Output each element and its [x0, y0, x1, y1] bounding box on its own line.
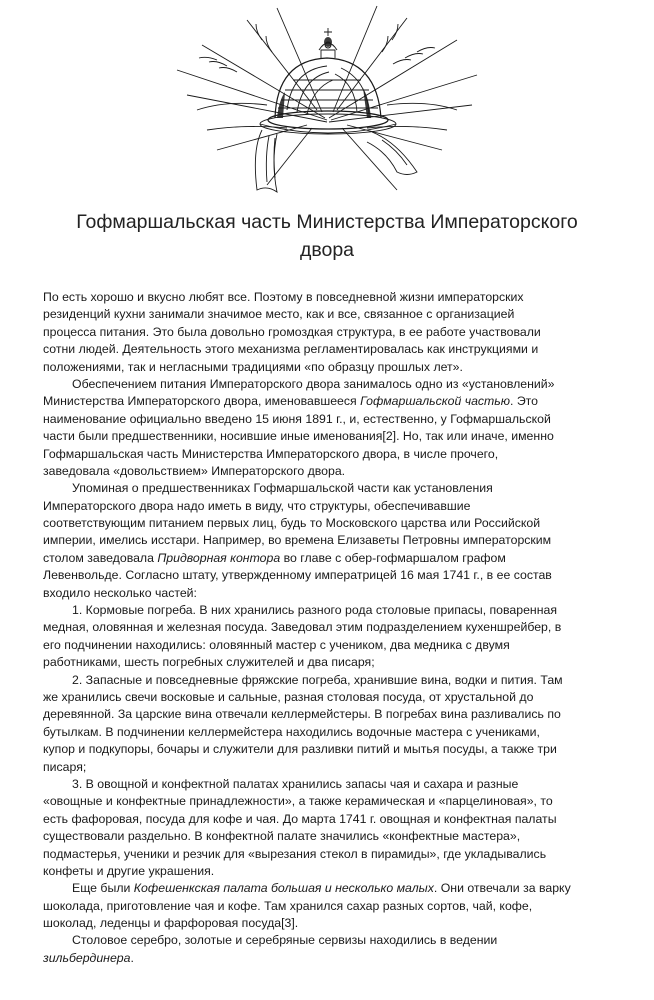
text-line: Столовое серебро, золотые и серебряные сервизы находились в ведении — [72, 933, 498, 948]
text-line: есть фафоровая, посуда для кофе и чая. До марта 1741 г. овощная и конфектная палаты — [43, 811, 557, 826]
text-line: шоколад, леденцы и фарфоровая посуда[3]. — [43, 916, 299, 931]
list-item-1 — [43, 602, 621, 672]
text-line: «овощные и конфектные принадлежности», а также керамическая и «парцелиновая», то — [43, 794, 553, 809]
text-line: его подчинении находились: оловянный мастер с учеником, два медника с двумя — [43, 637, 510, 652]
italic-term: зильбердинера — [43, 950, 131, 965]
text-line: Обеспечением питания Императорского двора занималось одно из «установлений» — [72, 376, 555, 391]
title-line-1: Гофмаршальская часть Министерства Императорского — [76, 211, 578, 233]
paragraph-hofmarshal — [43, 376, 621, 480]
article-body — [43, 289, 621, 967]
text-line: Гофмаршальская часть Министерства Императорского двора, в числе прочего, — [43, 446, 499, 461]
text-line: положениями, так и негласными традициями «по образцу прошлых лет». — [43, 359, 463, 374]
title-line-2: двора — [299, 239, 355, 261]
text-line: Министерства Императорского двора, именовавшееся Гофмаршальской частью. Это — [43, 394, 539, 409]
text-line: соответствующим питанием первых лиц, будь то Московского царства или Российской — [43, 516, 541, 531]
text-line: сотни людей. Деятельность этого механизма регламентировалась как инструкциями и — [43, 342, 539, 357]
text-line: Левенвольде. Согласно штату, утвержденному императрицей 16 мая 1741 г., в ее состав — [43, 568, 552, 583]
text-line: входило несколько частей: — [43, 585, 197, 600]
italic-term: Кофешенкская палата большая и несколько малых — [133, 881, 434, 896]
text-line: конфеты и другие украшения. — [43, 863, 215, 878]
text-line: процесса питания. Это была довольно громоздкая структура, в ее работе участвовали — [43, 324, 541, 339]
text-line: империи, имелись исстари. Например, во времена Елизаветы Петровны императорским — [43, 533, 552, 548]
text-line: медная, оловянная и железная посуда. Заведовал этим подразделением кухеншрейбер, в — [43, 620, 562, 635]
paragraph-predecessors — [43, 480, 621, 602]
list-item-3 — [43, 776, 621, 880]
text-line: Императорского двора надо иметь в виду, что структуры, обеспечивавшие — [43, 498, 471, 513]
text-line: же хранились свечи восковые и сальные, разная столовая посуда, от хрустальной до — [43, 689, 534, 704]
text-line: работниками, шесть погребных служителей и два писаря; — [43, 655, 375, 670]
text-line: столом заведовала Придворная контора во главе с обер-гофмаршалом графом — [43, 550, 506, 565]
wheat-leaves-decoration — [177, 6, 477, 190]
text-line: бутылкам. В подчинении келлермейстера находились водочные мастера с учениками, — [43, 724, 540, 739]
paragraph-silver — [43, 932, 621, 967]
text-line: заведовала «довольствием» Императорского двора. — [43, 463, 346, 478]
text-line: существовали раздельно. В конфектной палате значились «конфектные мастера», — [43, 829, 521, 844]
text-line: резиденций кухни занимали значимое место, как и все, связанное с организацией — [43, 307, 515, 322]
text-line: наименование официально введено 15 июня 1891 г., и, естественно, у Гофмаршальской — [43, 411, 551, 426]
text-line: Еще были Кофешенкская палата большая и несколько малых. Они отвечали за варку — [72, 881, 571, 896]
text-line: деревянной. За царские вина отвечали келлермейстеры. В погребах вина разливались по — [43, 707, 561, 722]
text-line: зильбердинера. — [43, 950, 134, 965]
list-item-2 — [43, 672, 621, 776]
text-line: Упоминая о предшественниках Гофмаршальской части как установления — [72, 481, 493, 496]
text-line: шоколада, приготовление чая и кофе. Там хранился сахар разных сортов, чай, кофе, — [43, 898, 533, 913]
text-line: 3. В овощной и конфектной палатах хранились запасы чая и сахара и разные — [72, 776, 519, 791]
cloche-dome — [260, 58, 396, 134]
text-line: По есть хорошо и вкусно любят все. Поэтому в повседневной жизни императорских — [43, 290, 524, 304]
cloth-drape — [255, 130, 417, 192]
text-line: 1. Кормовые погреба. В них хранились разного рода столовые припасы, поваренная — [72, 603, 558, 618]
italic-term: Гофмаршальской частью — [360, 394, 511, 409]
paragraph-intro — [43, 289, 621, 376]
page-title — [40, 208, 614, 264]
text-line: подмастерья, ученики и резчик для «вырезания стекол в пирамиды», где укладывались — [43, 846, 547, 861]
text-line: купор и подкупоры, бочары и служители для разливки питий и мытья посуды, а также три — [43, 742, 557, 757]
text-line: писаря; — [43, 759, 87, 774]
text-line: 2. Запасные и повседневные фряжские погреба, хранившие вина, водки и пития. Там — [72, 672, 563, 687]
paragraph-coffee-chamber — [43, 880, 621, 932]
cloche-illustration — [157, 0, 497, 198]
italic-term: Придворная контора — [157, 550, 281, 565]
text-line: части были предшественники, носившие иные именования[2]. Но, так или иначе, именно — [43, 429, 554, 444]
